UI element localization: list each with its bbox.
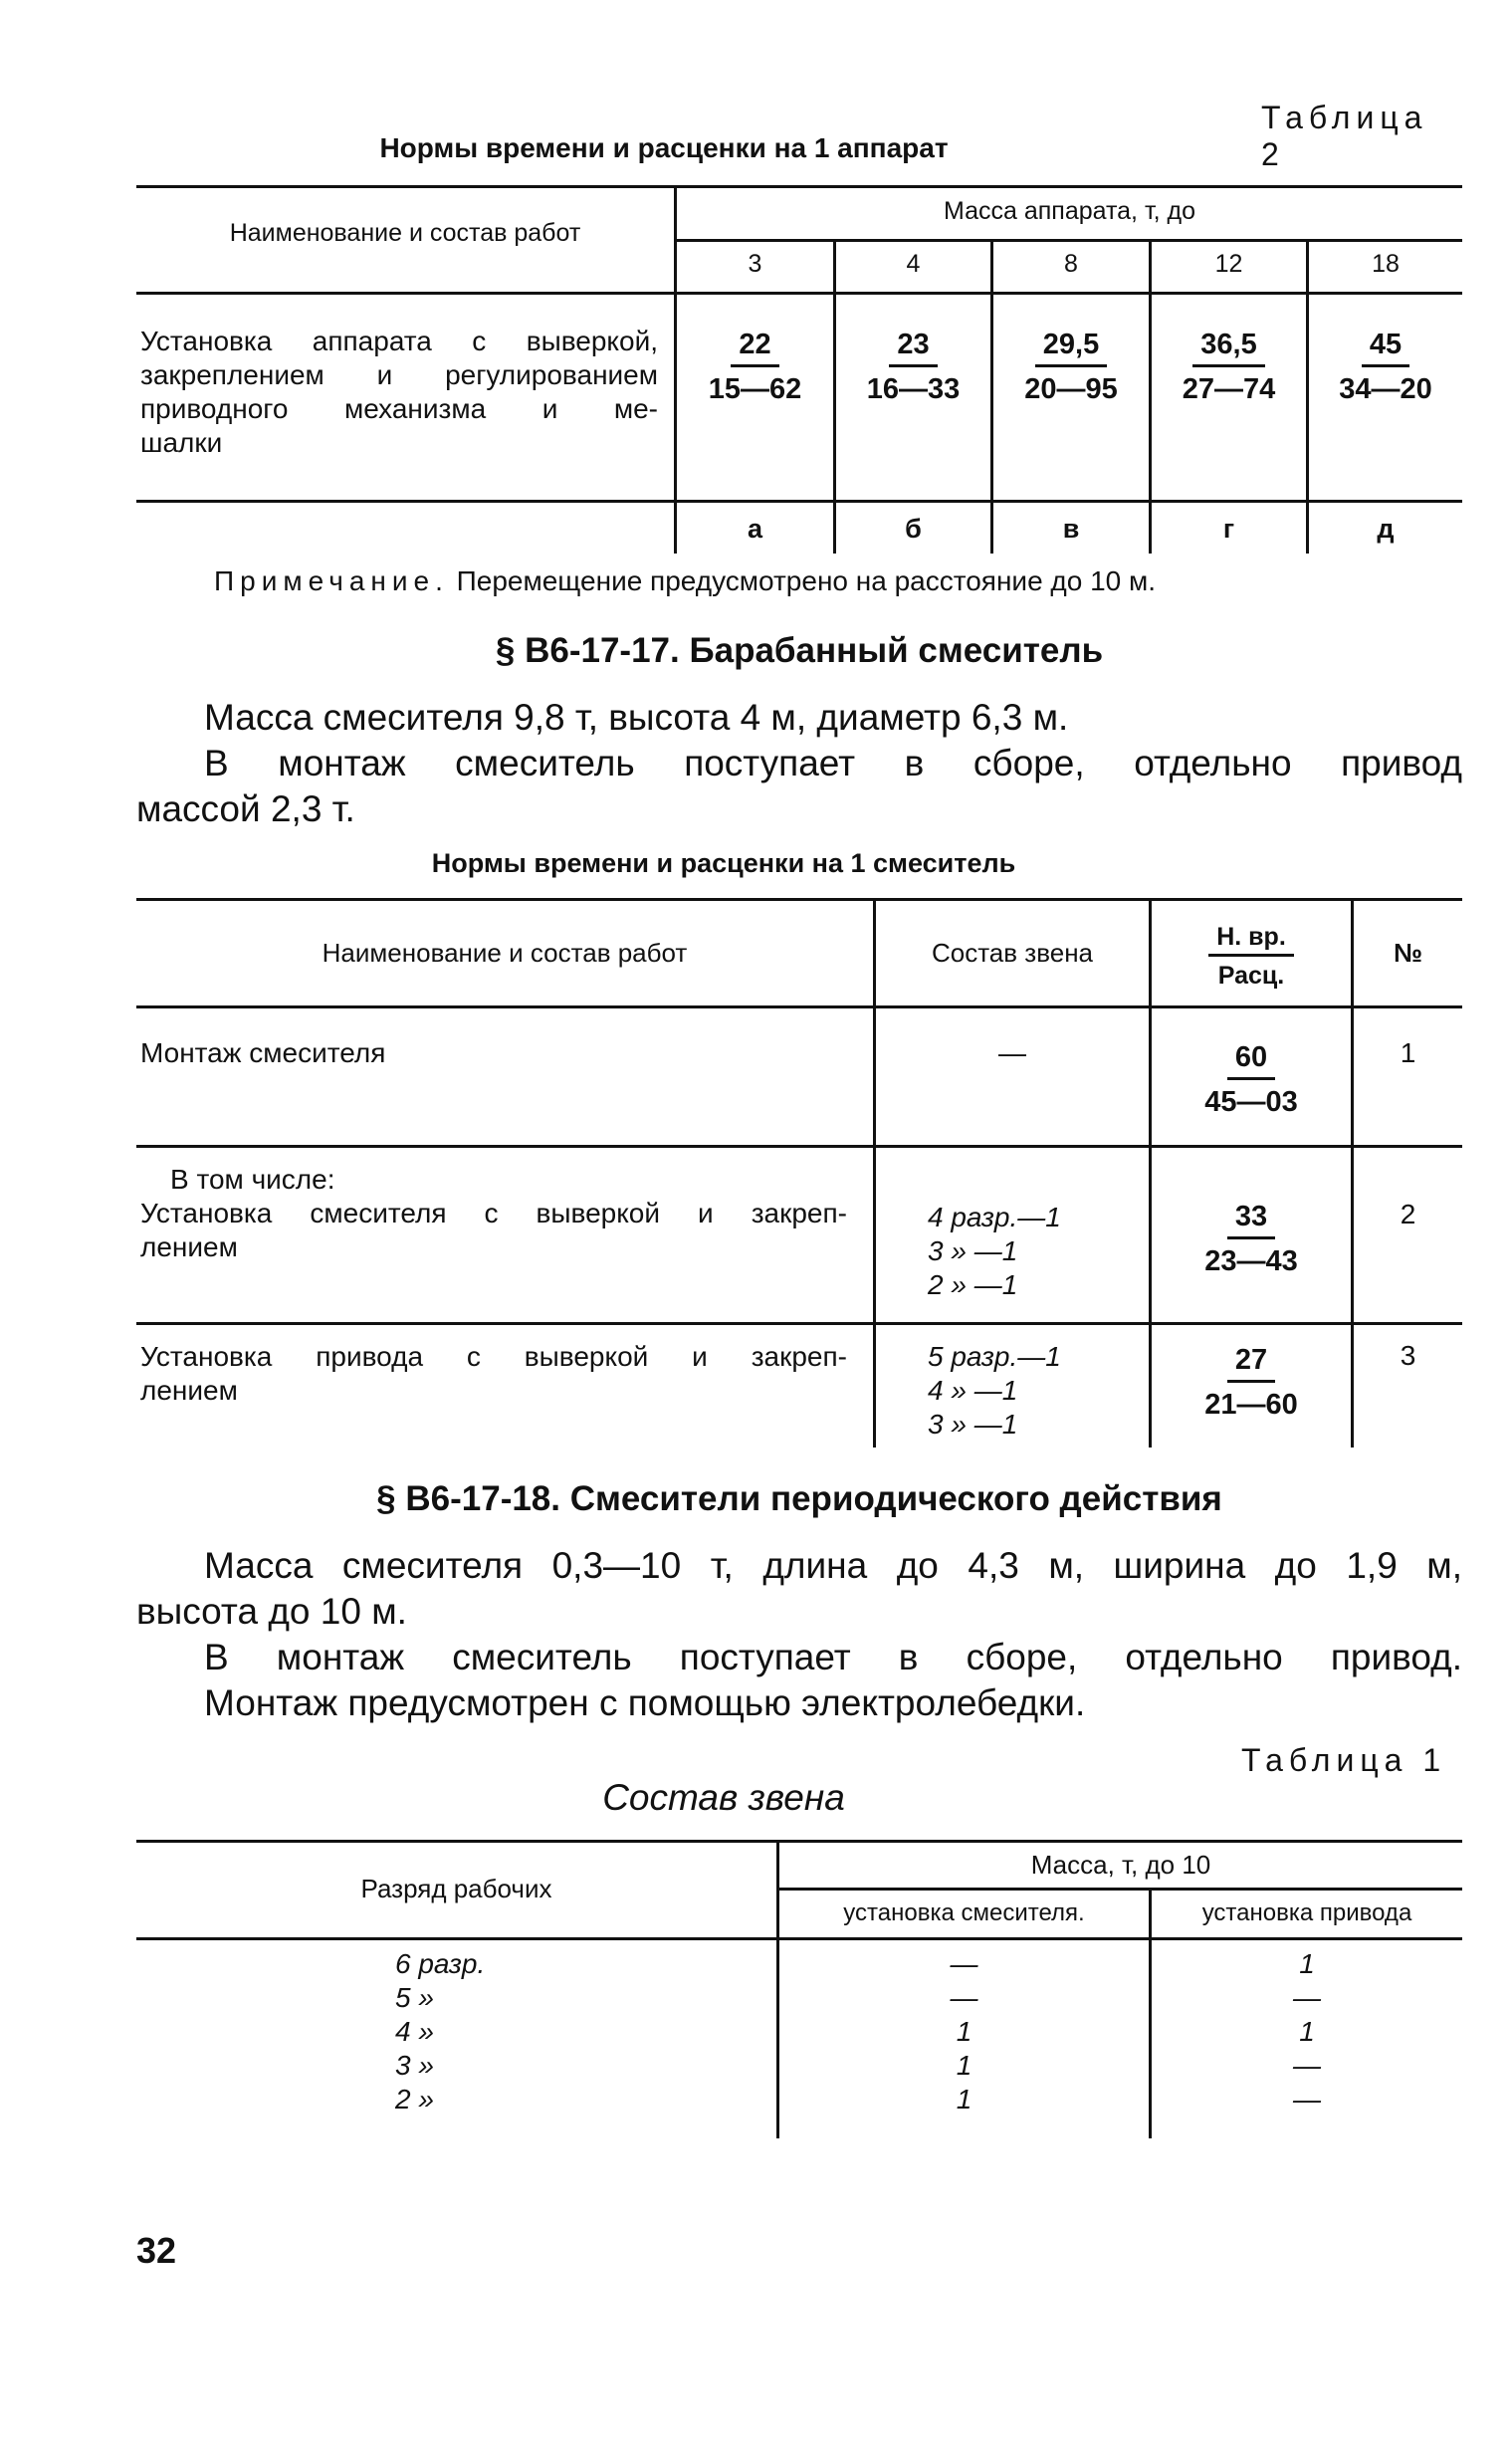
mass-col-4: 4 [906,250,921,278]
table2-header-mass: Масса аппарата, т, до [943,197,1196,225]
norms-header-no: № [1394,938,1422,968]
table2-title: Нормы времени и расценки на 1 аппарат [379,132,949,163]
section17-para1: Масса смесителя 9,8 т, высота 4 м, диаметр 6,3 м. [204,697,1069,738]
norms-row1-norm: $\frac{60}{45—03}$ [1204,1041,1298,1118]
page-number: 32 [136,2230,177,2271]
table2-letter-a: а [747,514,763,544]
norms-header-norm: Н. вр. Расц. [1152,922,1351,991]
crew-header-mass: Масса, т, до 10 [1030,1850,1211,1880]
norms-header-name: Наименование и состав работ [322,938,688,968]
table2-value-d: $\frac{45}{34—20}$ [1339,329,1432,405]
table2-letter-v: в [1062,514,1080,544]
table2-value-a: $\frac{22}{15—62}$ [708,329,802,405]
mass-col-3: 3 [748,250,762,278]
norms-row2-name: В том числе: Установка смесителя с выверкой и закреп- лением [140,1164,847,1262]
table1-title: Состав звена [602,1777,845,1818]
section18-heading: § В6-17-18. Смесители периодического действия [376,1479,1222,1518]
mass-col-12: 12 [1214,250,1243,278]
section17-heading: § В6-17-17. Барабанный смеситель [495,631,1104,670]
norms-row2-no: 2 [1400,1199,1416,1229]
crew-drive-values: 1 — 1 — — [1293,1948,1321,2115]
mass-col-8: 8 [1064,250,1078,278]
norms-row1-no: 1 [1400,1037,1416,1068]
crew-header-drive: установка привода [1201,1899,1412,1926]
norms-row1-name: Монтаж смесителя [140,1037,386,1068]
norms-row2-norm: $\frac{33}{23—43}$ [1204,1201,1298,1277]
table2-note: Примечание. Перемещение предусмотрено на расстояние до 10 м. [214,565,1157,596]
norms-row3-norm: $\frac{27}{21—60}$ [1204,1344,1298,1421]
section18-para3: Монтаж предусмотрен с помощью электролебедки. [204,1682,1086,1723]
norms-header-crew: Состав звена [931,938,1094,968]
table2 [136,185,1462,554]
norms-row3-name: Установка привода с выверкой и закреп- лением [140,1341,847,1406]
table2-letter-b: б [905,514,922,544]
crew-table [136,1840,1462,2138]
norms-table [136,898,1462,1448]
section18-para1-line2: высота до 10 м. [136,1591,407,1632]
section18-para1-line1: Масса смесителя 0,3—10 т, длина до 4,3 м, ширина до 1,9 м, [204,1545,1462,1586]
norms-row1-crew: — [998,1037,1026,1068]
table2-row-text: Установка аппарата с выверкой, закреплением и регулированием приводного механизма и ме- шалки [140,326,658,458]
table2-header-name: Наименование и состав работ [229,219,581,247]
crew-mixer-values: — — 1 1 1 [950,1948,978,2115]
section17-table-title: Нормы времени и расценки на 1 смеситель [431,848,1016,878]
table2-value-v: $\frac{29,5}{20—95}$ [1024,329,1118,405]
document-page [136,0,1462,2451]
table2-value-g: $\frac{36,5}{27—74}$ [1182,329,1276,405]
crew-header-grade: Разряд рабочих [360,1874,552,1903]
norms-row2-crew: 4 разр.—1 3 » —1 2 » —1 [928,1202,1061,1300]
table1-label: Таблица 1 [1241,1742,1447,1778]
table2-label: Таблица 2 [1261,100,1428,172]
table2-value-b: $\frac{23}{16—33}$ [866,329,961,405]
norms-row3-crew: 5 разр.—1 4 » —1 3 » —1 [928,1341,1061,1440]
section17-para2-line1: В монтаж смеситель поступает в сборе, отдельно привод [204,743,1462,783]
table2-letter-d: д [1377,514,1395,544]
section17-para2-line2: массой 2,3 т. [136,788,355,829]
crew-grades: 6 разр. 5 » 4 » 3 » 2 » [395,1948,486,2115]
mass-col-18: 18 [1372,250,1400,278]
norms-row3-no: 3 [1400,1340,1416,1371]
table2-letter-g: г [1222,514,1235,544]
section18-para2: В монтаж смеситель поступает в сборе, отдельно привод. [204,1637,1462,1677]
crew-header-mixer: установка смесителя. [843,1899,1085,1926]
